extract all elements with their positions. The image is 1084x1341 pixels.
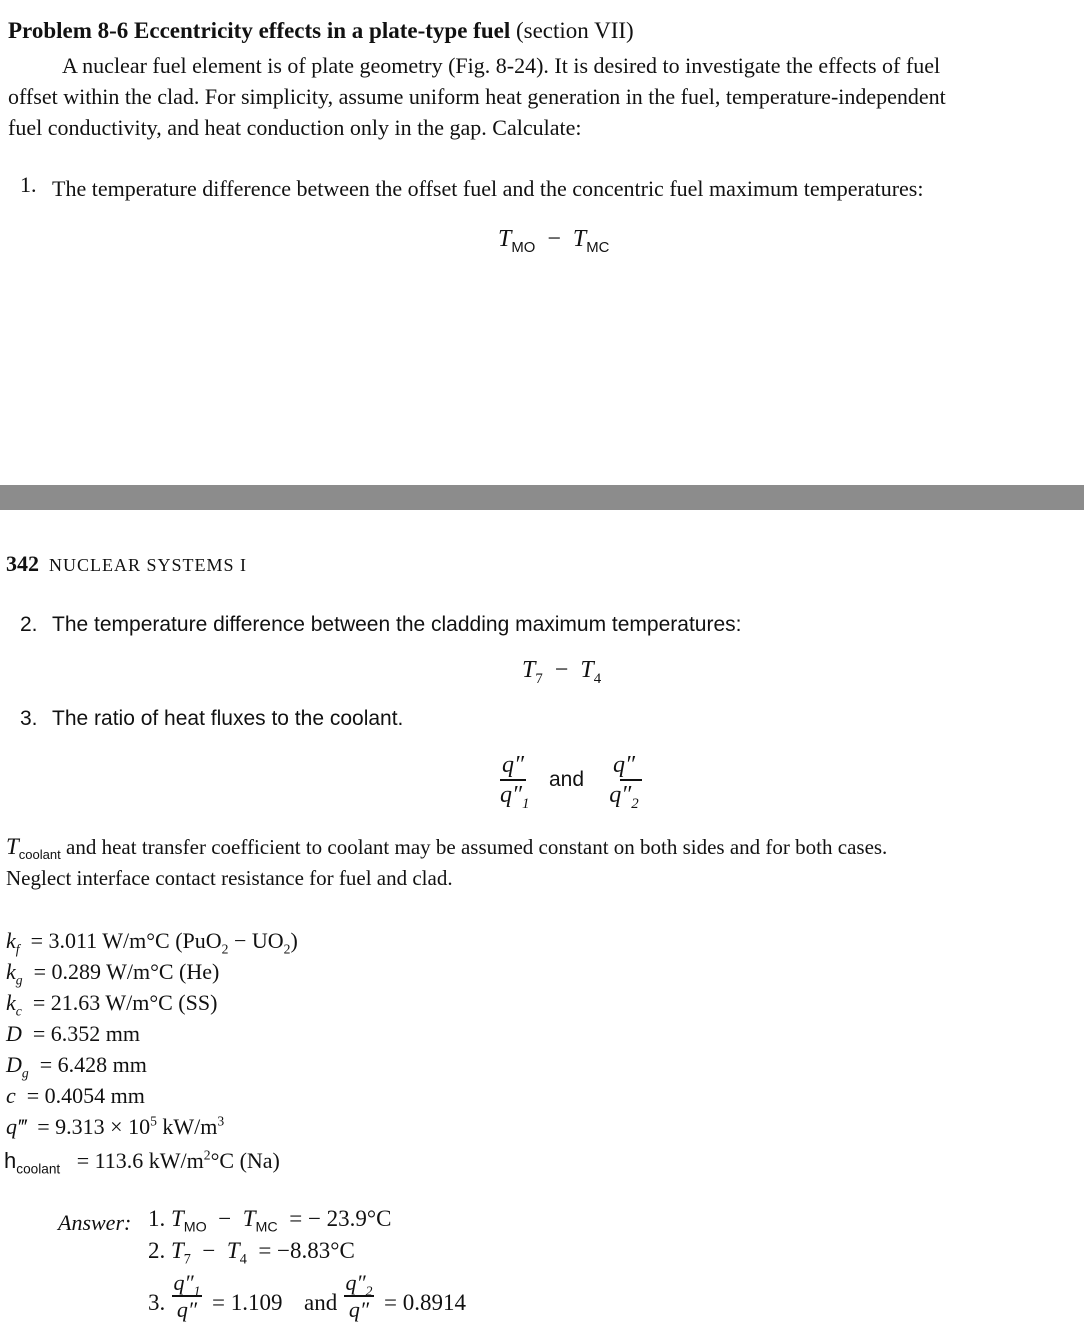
intro-line-3: fuel conductivity, and heat conduction only in the gap. Calculate: <box>8 115 582 140</box>
intro-line-2: offset within the clad. For simplicity, assume uniform heat generation in the fuel, temperature-independent <box>8 84 946 109</box>
param-q: q‴ = $9.313 \times 10^5$ $kW/m^3$ <box>6 1113 225 1139</box>
answer-3-ratio-1: $q''_1$ q″ <box>173 1270 201 1322</box>
param-kg: $k_g = 0.289$ W/m°C (He) <box>6 959 220 988</box>
problem-heading: Problem 8-6 Eccentricity effects in a plate-type fuel (section VII) <box>8 18 634 43</box>
answer-3-value-2: = 0.8914 <box>384 1290 466 1315</box>
item3-text: The ratio of heat fluxes to the coolant. <box>52 707 404 730</box>
item3-and: and <box>549 768 585 791</box>
answer-3-and: and <box>304 1290 338 1315</box>
item1-text: The temperature difference between the offset fuel and the concentric fuel maximum temperatures: <box>52 176 924 201</box>
param-kc: $k_c = 21.63$ W/m°C (SS) <box>6 990 218 1019</box>
intro-line-1: A nuclear fuel element is of plate geometry (Fig. 8-24). It is desired to investigate the effects of fuel <box>62 53 941 78</box>
note-line-2: Neglect interface contact resistance for fuel and clad. <box>6 866 453 890</box>
item2-text: The temperature difference between the cladding maximum temperatures: <box>52 613 742 636</box>
page-divider <box>0 485 1084 510</box>
section-ref: (section VII) <box>515 18 634 43</box>
answer-3-number: 3. <box>148 1290 166 1315</box>
running-title: NUCLEAR SYSTEMS I <box>49 555 248 575</box>
note-line-1: $T_{coolant}$ and heat transfer coefficient to coolant may be assumed constant on both sides and for both cases. <box>6 834 888 863</box>
answer-2: 2. $T_7 - T_4 = -8.83^\circ C$ <box>148 1238 355 1268</box>
item3-ratio-1: q″ $q''_1$ <box>500 752 530 812</box>
param-c: c = 0.4054 mm <box>6 1083 145 1108</box>
param-dg: $D_g = 6.428$ mm <box>6 1052 147 1081</box>
answer-3-value-1: = 1.109 <box>212 1290 283 1315</box>
param-kf: $k_f = 3.011$ W/m°C $(PuO_2 - UO_2)$ <box>6 928 298 957</box>
item3-number: 3. <box>20 707 38 730</box>
item2-number: 2. <box>20 613 38 636</box>
running-header <box>6 551 247 577</box>
answer-3-ratio-2: $q''_2$ q″ <box>345 1270 373 1322</box>
answer-1: 1. $T_{MO} - T_{MC}$ = − 23.9°C <box>148 1206 392 1236</box>
item3-ratio-2: q″ $q''_2$ <box>606 752 642 808</box>
page-number: 342 <box>6 551 39 576</box>
item1-number: 1. <box>20 172 37 197</box>
param-hcoolant: $h_{coolant}$ = 113.6 $kW/m^2^\circ C$ (Na) <box>4 1147 280 1177</box>
item1-formula: $T_{MO} - T_{MC}$ <box>498 226 610 256</box>
item2-formula: $T_7 - T_4$ <box>522 657 602 687</box>
param-d: D = 6.352 mm <box>6 1021 141 1046</box>
answer-label: Answer: <box>58 1210 132 1235</box>
